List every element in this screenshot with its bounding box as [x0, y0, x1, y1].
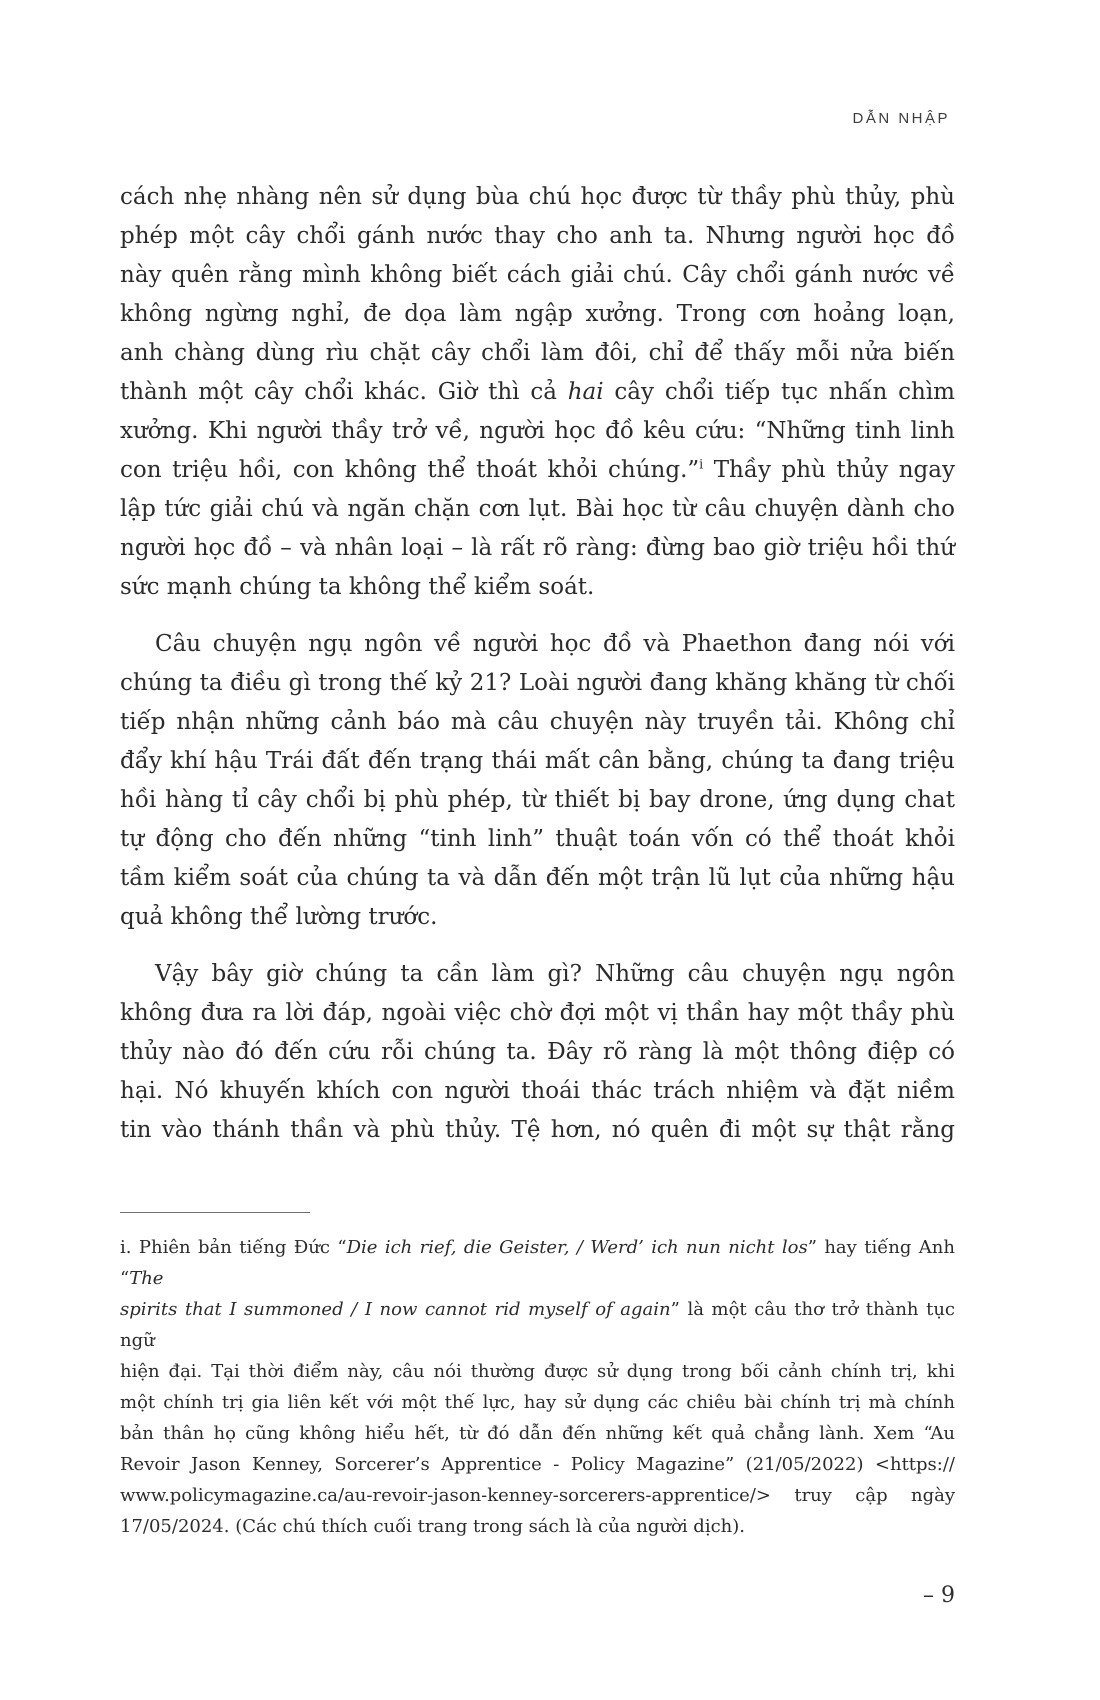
text-segment: một chính trị gia liên kết với một thế lực, hay sử dụng các chiêu bài chính trị mà chính [120, 1392, 955, 1413]
text-line [120, 1387, 955, 1418]
paragraph [120, 955, 955, 1150]
text-segment: tầm kiểm soát của chúng ta và dẫn đến một trận lũ lụt của những hậu [120, 865, 955, 891]
text-segment: i. Phiên bản tiếng Đức “ [120, 1237, 347, 1258]
footnote-separator [120, 1212, 310, 1213]
text-segment: cây chổi tiếp tục nhấn chìm [603, 379, 955, 405]
text-line [120, 955, 955, 994]
page-number: – 9 [923, 1583, 955, 1608]
text-line [120, 1418, 955, 1449]
text-segment: hai [567, 379, 604, 405]
text-segment: tiếp nhận những cảnh báo mà câu chuyện này truyền tải. Không chỉ [120, 709, 955, 735]
text-segment: Revoir Jason Kenney, Sorcerer’s Apprentice - Policy Magazine” (21/05/2022) <https:// [120, 1454, 955, 1475]
body-text [120, 178, 955, 1150]
text-line [120, 994, 955, 1033]
text-segment: sức mạnh chúng ta không thể kiểm soát. [120, 574, 595, 600]
text-line [120, 529, 955, 568]
text-segment: đẩy khí hậu Trái đất đến trạng thái mất cân bằng, chúng ta đang triệu [120, 748, 955, 774]
text-line [120, 820, 955, 859]
text-line [120, 178, 955, 217]
text-segment: quả không thể lường trước. [120, 904, 438, 930]
text-segment: con triệu hồi, con không thể thoát khỏi chúng.” [120, 457, 700, 483]
text-segment: không ngừng nghỉ, đe dọa làm ngập xưởng. Trong cơn hoảng loạn, [120, 301, 955, 327]
text-line [120, 898, 955, 937]
text-line [120, 217, 955, 256]
text-segment: hại. Nó khuyến khích con người thoái thác trách nhiệm và đặt niềm [120, 1078, 955, 1104]
text-line [120, 703, 955, 742]
paragraph [120, 1232, 955, 1542]
text-segment: phép một cây chổi gánh nước thay cho anh ta. Nhưng người học đồ [120, 223, 955, 249]
footnote [120, 1232, 955, 1542]
paragraph [120, 625, 955, 937]
paragraph [120, 178, 955, 607]
text-line [120, 1511, 955, 1542]
text-segment: không đưa ra lời đáp, ngoài việc chờ đợi một vị thần hay một thầy phù [120, 1000, 955, 1026]
text-line [120, 412, 955, 451]
text-line [120, 1294, 955, 1356]
text-segment: chúng ta điều gì trong thế kỷ 21? Loài người đang khăng khăng từ chối [120, 670, 955, 696]
text-segment: 17/05/2024. (Các chú thích cuối trang trong sách là của người dịch). [120, 1516, 745, 1537]
text-segment: người học đồ – và nhân loại – là rất rõ ràng: đừng bao giờ triệu hồi thứ [120, 535, 955, 561]
text-segment: này quên rằng mình không biết cách giải chú. Cây chổi gánh nước về [120, 262, 955, 288]
text-line [120, 1033, 955, 1072]
text-line [120, 334, 955, 373]
text-segment: ” là một câu thơ trở thành tục ngữ [120, 1299, 956, 1351]
text-segment: Die ich rief, die Geister, / Werd’ ich nun nicht los [346, 1237, 808, 1258]
text-line [120, 1356, 955, 1387]
text-segment: thủy nào đó đến cứu rỗi chúng ta. Đây rõ ràng là một thông điệp có [120, 1039, 955, 1065]
page-content [120, 178, 955, 1611]
text-segment: thành một cây chổi khác. Giờ thì cả [120, 379, 568, 405]
text-segment: cách nhẹ nhàng nên sử dụng bùa chú học được từ thầy phù thủy, phù [120, 184, 955, 210]
text-segment: www.policymagazine.ca/au-revoir-jason-kenney-sorcerers-apprentice/> truy cập ngày [120, 1485, 955, 1506]
text-segment: anh chàng dùng rìu chặt cây chổi làm đôi, chỉ để thấy mỗi nửa biến [120, 340, 955, 366]
text-line [120, 1480, 955, 1511]
text-line [120, 1232, 955, 1294]
text-line [120, 568, 955, 607]
text-line [120, 1072, 955, 1111]
running-header: DẪN NHẬP [852, 110, 950, 127]
text-segment: tin vào thánh thần và phù thủy. Tệ hơn, nó quên đi một sự thật rằng [120, 1117, 955, 1143]
text-line [120, 373, 955, 412]
text-segment: bản thân họ cũng không hiểu hết, từ đó dẫn đến những kết quả chẳng lành. Xem “Au [120, 1423, 955, 1444]
text-segment: hồi hàng tỉ cây chổi bị phù phép, từ thiết bị bay drone, ứng dụng chat [120, 787, 955, 813]
text-line [120, 451, 955, 490]
text-line [120, 295, 955, 334]
text-segment: ” hay tiếng Anh “ [120, 1237, 955, 1289]
text-segment: lập tức giải chú và ngăn chặn cơn lụt. Bài học từ câu chuyện dành cho [120, 496, 955, 522]
text-line [120, 1111, 955, 1150]
text-line [120, 625, 955, 664]
text-line [120, 664, 955, 703]
text-segment: The [129, 1268, 164, 1289]
text-line [120, 256, 955, 295]
text-line [120, 859, 955, 898]
text-segment: spirits that I summoned / I now cannot rid myself of again [120, 1299, 671, 1320]
text-segment: xưởng. Khi người thầy trở về, người học đồ kêu cứu: “Những tinh linh [120, 418, 955, 444]
text-line [120, 490, 955, 529]
footnote-marker: i [699, 456, 704, 472]
text-line [120, 781, 955, 820]
text-line [120, 742, 955, 781]
text-line [120, 1449, 955, 1480]
text-segment: Thầy phù thủy ngay [703, 457, 955, 483]
text-segment: Vậy bây giờ chúng ta cần làm gì? Những câu chuyện ngụ ngôn [155, 961, 955, 987]
text-segment: tự động cho đến những “tinh linh” thuật toán vốn có thể thoát khỏi [120, 826, 955, 852]
text-segment: Câu chuyện ngụ ngôn về người học đồ và Phaethon đang nói với [155, 631, 955, 657]
text-segment: hiện đại. Tại thời điểm này, câu nói thường được sử dụng trong bối cảnh chính trị, khi [120, 1361, 955, 1382]
